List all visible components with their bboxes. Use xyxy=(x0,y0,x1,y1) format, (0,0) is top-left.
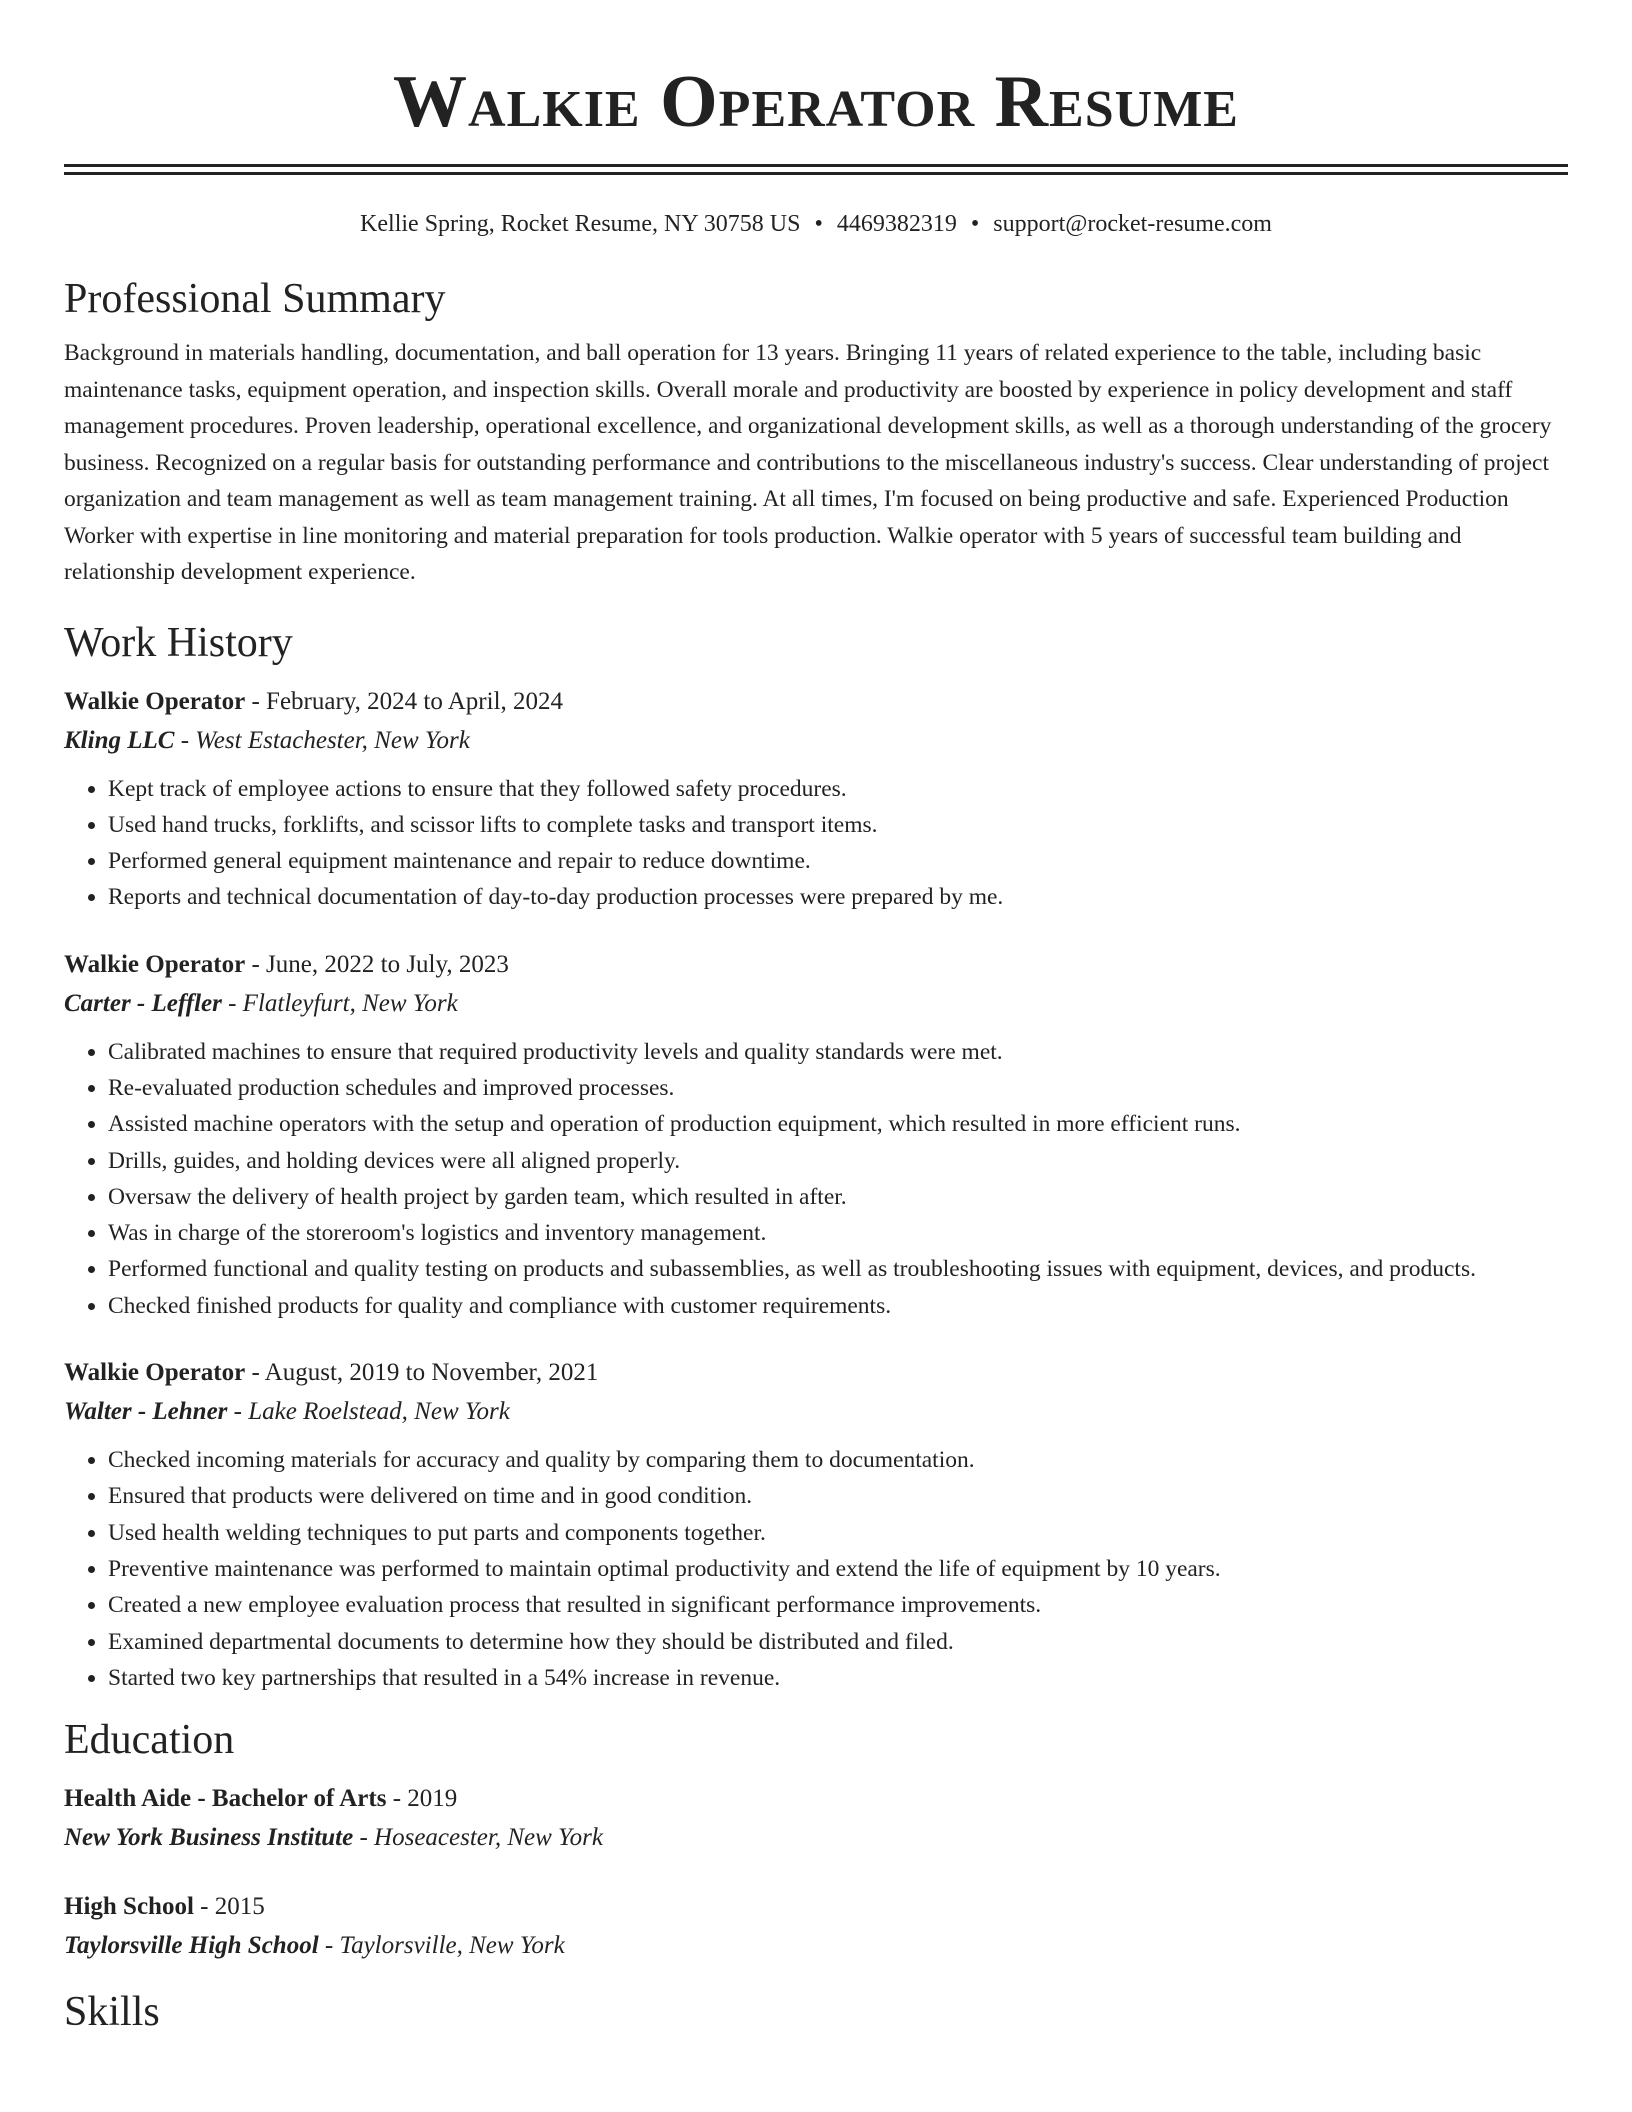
resume-page xyxy=(64,0,1568,2038)
job-duty: • Kept track of employee actions to ensure that they followed safety procedures. xyxy=(108,771,1568,807)
job-location: - Flatleyfurt, New York xyxy=(221,989,458,1017)
job-company: Kling LLC xyxy=(64,726,175,754)
job-location: - Lake Roelstead, New York xyxy=(227,1398,510,1426)
work-history-heading: Work History xyxy=(64,619,293,666)
education-degree-line xyxy=(64,1888,1568,1926)
contact-separator: • xyxy=(970,211,980,237)
summary-heading: Professional Summary xyxy=(64,276,446,322)
education-school: Taylorsville High School xyxy=(64,1932,319,1960)
summary-text: Background in materials handling, documentation, and ball operation for 13 years. Bringing 11 years of related experience to the table, including basic maintenance tasks, equipment operation, and inspection skills. Overall morale and productivity are boosted by experience in policy development and staff management procedures. Proven leadership, operational excellence, and organizational development skills, as well as a thorough understanding of the grocery business. Recognized on a regular basis for outstanding performance and contributions to the miscellaneous industry's success. Clear understanding of project organization and team management as well as team management training. At all times, I'm focused on being productive and safe. Experienced Production Worker with expertise in line monitoring and material preparation for tools production. Walkie operator with 5 years of successful team building and relationship development experience. xyxy=(64,340,1552,585)
job-entry xyxy=(64,1354,1568,1696)
job-duty: • Checked finished products for quality and compliance with customer requirements. xyxy=(108,1288,1568,1324)
job-duties-list xyxy=(64,771,1568,916)
job-duty: • Oversaw the delivery of health project by garden team, which resulted in after. xyxy=(108,1179,1568,1215)
job-duty: • Ensured that products were delivered on time and in good condition. xyxy=(108,1478,1568,1514)
job-dates: - June, 2022 to July, 2023 xyxy=(245,950,509,978)
job-company-line xyxy=(64,721,1568,761)
job-company: Carter - Leffler xyxy=(64,989,222,1017)
education-degree: Health Aide - Bachelor of Arts xyxy=(64,1785,387,1813)
job-duty: • Examined departmental documents to determine how they should be distributed and filed. xyxy=(108,1624,1568,1660)
contact-line xyxy=(64,209,1568,239)
job-title: Walkie Operator xyxy=(64,1359,246,1387)
job-title-line xyxy=(64,683,1568,721)
education-location: - Taylorsville, New York xyxy=(318,1932,565,1960)
job-entry xyxy=(64,946,1568,1324)
job-location: - West Estachester, New York xyxy=(174,726,470,754)
education-degree: High School xyxy=(64,1893,194,1921)
job-entry xyxy=(64,683,1568,916)
education-school-line xyxy=(64,1818,1568,1858)
skills-heading: Skills xyxy=(64,1989,160,2036)
job-title: Walkie Operator xyxy=(64,950,246,978)
job-company: Walter - Lehner xyxy=(64,1398,228,1426)
job-company-line xyxy=(64,984,1568,1024)
job-duty: • Was in charge of the storeroom's logistics and inventory management. xyxy=(108,1215,1568,1251)
job-duty: • Reports and technical documentation of day-to-day production processes were prepared by me. xyxy=(108,879,1568,915)
education-entry xyxy=(64,1888,1568,1966)
job-duty: • Started two key partnerships that resulted in a 54% increase in revenue. xyxy=(108,1660,1568,1696)
job-title-line xyxy=(64,1354,1568,1392)
education-year: - 2019 xyxy=(386,1785,458,1813)
contact-address: Kellie Spring, Rocket Resume, NY 30758 US xyxy=(360,211,801,237)
job-duty: • Used health welding techniques to put parts and components together. xyxy=(108,1515,1568,1551)
job-duty: • Performed general equipment maintenance and repair to reduce downtime. xyxy=(108,843,1568,879)
education-location: - Hoseacester, New York xyxy=(353,1824,603,1852)
education-school: New York Business Institute xyxy=(64,1824,354,1852)
job-title-line xyxy=(64,946,1568,984)
job-duty: • Calibrated machines to ensure that required productivity levels and quality standards were met. xyxy=(108,1034,1568,1070)
title-divider-bottom xyxy=(64,172,1568,175)
education-heading: Education xyxy=(64,1717,235,1764)
education-school-line xyxy=(64,1926,1568,1966)
education-year: - 2015 xyxy=(193,1893,265,1921)
job-company-line xyxy=(64,1392,1568,1432)
education-degree-line xyxy=(64,1780,1568,1818)
job-duty: • Assisted machine operators with the setup and operation of production equipment, which resulted in more efficient runs. xyxy=(108,1106,1568,1142)
job-dates: - August, 2019 to November, 2021 xyxy=(245,1359,599,1387)
job-duty: • Performed functional and quality testing on products and subassemblies, as well as troubleshooting issues with equipment, devices, and products. xyxy=(108,1251,1568,1287)
contact-email[interactable]: support@rocket-resume.com xyxy=(993,211,1272,237)
job-duty: • Drills, guides, and holding devices were all aligned properly. xyxy=(108,1143,1568,1179)
job-duties-list xyxy=(64,1034,1568,1324)
contact-separator: • xyxy=(814,211,823,237)
contact-phone: 4469382319 xyxy=(836,211,957,237)
job-duty: • Preventive maintenance was performed to maintain optimal productivity and extend the life of equipment by 10 years. xyxy=(108,1551,1568,1587)
job-duty: • Checked incoming materials for accuracy and quality by comparing them to documentation. xyxy=(108,1442,1568,1478)
resume-title: Walkie Operator Resume xyxy=(393,61,1239,143)
job-duty: • Re-evaluated production schedules and improved processes. xyxy=(108,1070,1568,1106)
job-dates: - February, 2024 to April, 2024 xyxy=(245,687,564,715)
job-duty: • Used hand trucks, forklifts, and scissor lifts to complete tasks and transport items. xyxy=(108,807,1568,843)
job-duties-list xyxy=(64,1442,1568,1696)
education-entry xyxy=(64,1780,1568,1858)
job-duty: • Created a new employee evaluation process that resulted in significant performance improvements. xyxy=(108,1587,1568,1623)
title-divider-top xyxy=(64,164,1568,167)
job-title: Walkie Operator xyxy=(64,687,246,715)
